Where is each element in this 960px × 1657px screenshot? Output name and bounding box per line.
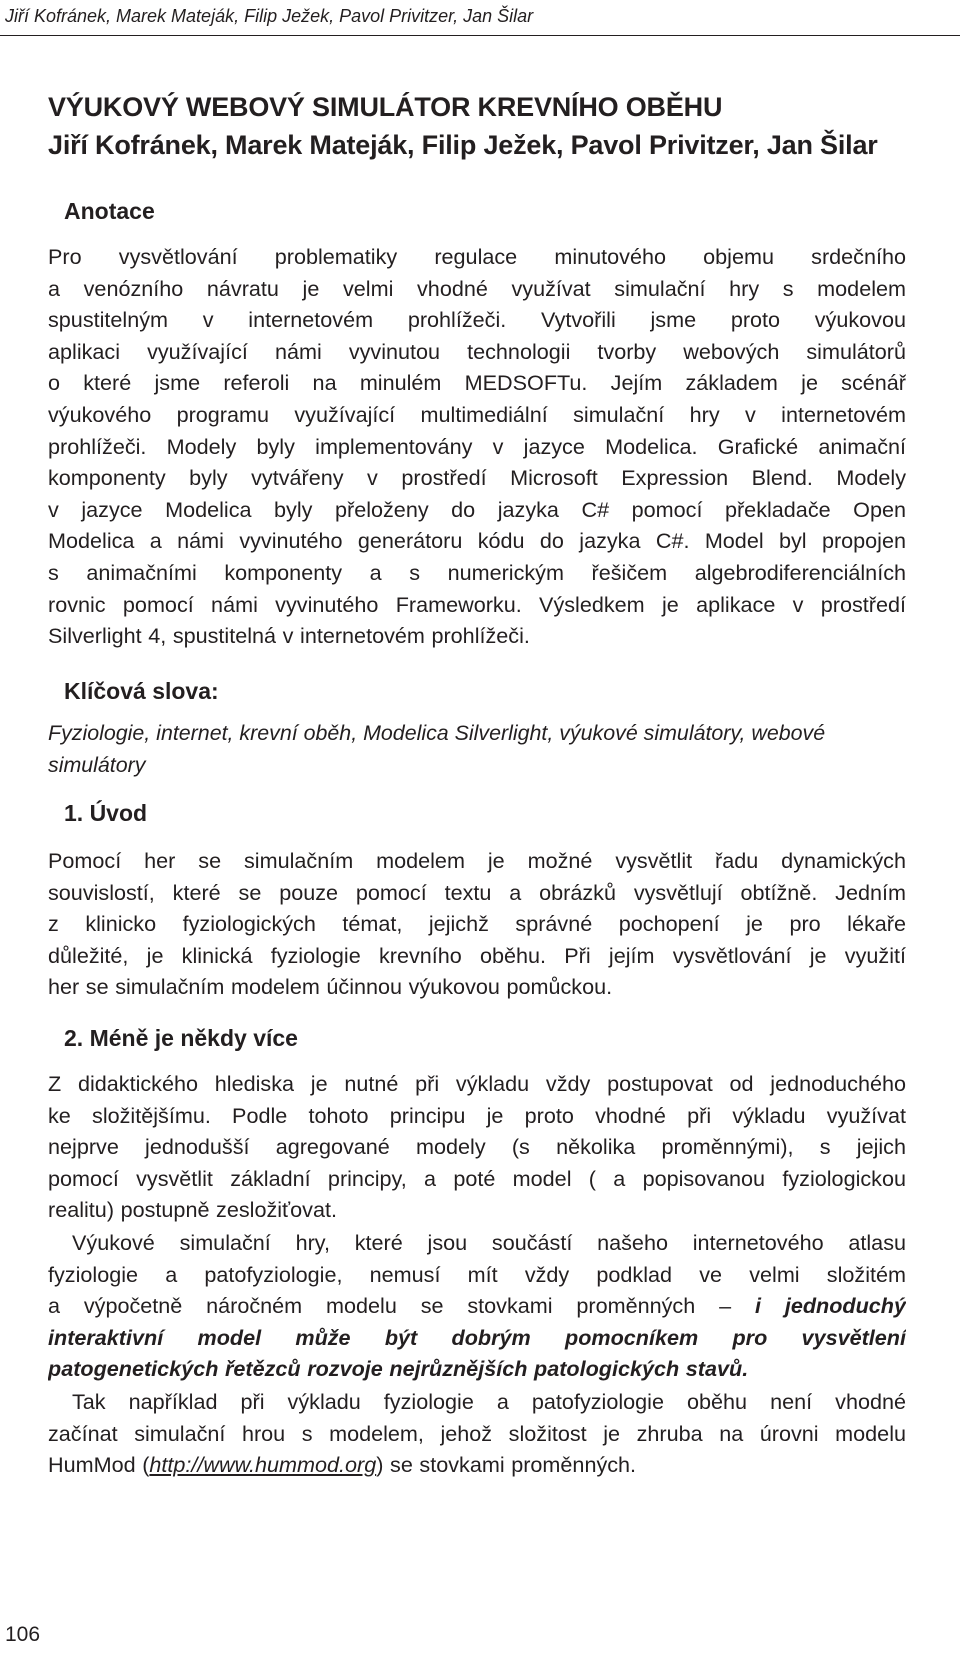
header-rule xyxy=(0,35,960,36)
annotation-line: a venózního návratu je velmi vhodné využívat simulační hry s modelem xyxy=(48,275,906,301)
section-2-line: nejprve jednodušší agregované modely (s několika proměnnými), s jejich xyxy=(48,1134,906,1160)
section-1-line: z klinicko fyziologických témat, jejichž správné pochopení je pro lékaře xyxy=(48,911,906,937)
annotation-paragraph xyxy=(48,241,906,652)
emphasis-line: interaktivní model může být dobrým pomocníkem pro vysvětlení xyxy=(48,1324,906,1350)
page-number: 106 xyxy=(5,1623,41,1646)
annotation-line: výukového programu využívající multimediální simulační hry v internetovém xyxy=(48,401,906,427)
section-2-paragraph-1 xyxy=(48,1068,906,1226)
section-2-line: pomocí vysvětlit základní principy, a poté model ( a popisovanou fyziologickou xyxy=(48,1165,906,1191)
section-2-line: začínat simulační hrou s modelem, jehož složitost je zhruba na úrovni modelu xyxy=(48,1420,906,1446)
annotation-line: aplikaci využívající námi vyvinutou technologii tvorby webových simulátorů xyxy=(48,338,906,364)
emphasis-text: i jednoduchý xyxy=(754,1293,906,1319)
section-2-text: a výpočetně náročném modelu se stovkami proměnných – xyxy=(48,1293,732,1319)
section-2-text: HumMod ( xyxy=(48,1452,150,1478)
annotation-line: rovnic pomocí námi vyvinutého Frameworku. Výsledkem je aplikace v prostředí xyxy=(48,591,906,617)
title-authors: Jiří Kofránek, Marek Mateják, Filip Ježek, Pavol Privitzer, Jan Šilar xyxy=(48,130,878,160)
annotation-line: Silverlight 4, spustitelná v internetovém prohlížeči. xyxy=(48,623,530,649)
section-1-paragraph xyxy=(48,845,906,1003)
keywords-heading: Klíčová slova: xyxy=(64,678,219,704)
annotation-line: prohlížeči. Modely byly implementovány v jazyce Modelica. Grafické animační xyxy=(48,433,906,459)
section-2-line: ke složitějšímu. Podle tohoto principu je proto vhodné při výkladu využívat xyxy=(48,1102,906,1128)
section-2-line: Tak například při výkladu fyziologie a patofyziologie oběhu není vhodné xyxy=(72,1389,906,1414)
emphasis-line: patogenetických řetězců rozvoje nejrůznějších patologických stavů. xyxy=(48,1356,749,1382)
section-2-heading: 2. Méně je někdy více xyxy=(64,1025,298,1051)
annotation-line: Pro vysvětlování problematiky regulace minutového objemu srdečního xyxy=(48,244,906,269)
section-2-paragraph-2 xyxy=(48,1227,906,1385)
section-2-line: Výukové simulační hry, které jsou součástí našeho internetového atlasu xyxy=(72,1230,906,1255)
annotation-line: Modelica a námi vyvinutého generátoru kódu do jazyka C#. Model byl propojen xyxy=(48,528,906,554)
title-line-1: VÝUKOVÝ WEBOVÝ SIMULÁTOR KREVNÍHO OBĚHU xyxy=(48,92,723,122)
section-2-paragraph-3 xyxy=(48,1386,906,1481)
running-header: Jiří Kofránek, Marek Mateják, Filip Ježek, Pavol Privitzer, Jan Šilar xyxy=(5,6,534,26)
annotation-line: komponenty byly vytvářeny v prostředí Microsoft Expression Blend. Modely xyxy=(48,465,906,491)
section-1-heading: 1. Úvod xyxy=(64,800,148,826)
keywords-text: Fyziologie, internet, krevní oběh, Modelica Silverlight, výukové simulátory, webové simulátory xyxy=(48,721,826,777)
annotation-line: v jazyce Modelica byly přeloženy do jazyka C# pomocí překladače Open xyxy=(48,496,906,522)
section-2-line: fyziologie a patofyziologie, nemusí mít vždy podklad ve velmi složitém xyxy=(48,1261,906,1287)
section-1-line: důležité, je klinická fyziologie krevního oběhu. Při jejím vysvětlování je využití xyxy=(48,942,906,968)
section-1-line: her se simulačním modelem účinnou výukovou pomůckou. xyxy=(48,974,613,1000)
annotation-line: o které jsme referoli na minulém MEDSOFTu. Jejím základem je scénář xyxy=(48,370,906,396)
article-title xyxy=(48,88,878,164)
section-2-line: Z didaktického hlediska je nutné při výkladu vždy postupovat od jednoduchého xyxy=(48,1071,906,1096)
section-1-line: Pomocí her se simulačním modelem je možné vysvětlit řadu dynamických xyxy=(48,848,906,873)
section-2-text: ) se stovkami proměnných. xyxy=(376,1452,637,1478)
hummod-link[interactable]: http://www.hummod.org xyxy=(149,1452,377,1478)
section-2-line xyxy=(48,1449,906,1481)
section-1-line: souvislostí, které se pouze pomocí textu a obrázků vysvětlují obtížně. Jedním xyxy=(48,879,906,905)
annotation-line: s animačními komponenty a s numerickým řešičem algebrodiferenciálních xyxy=(48,559,906,585)
section-2-line xyxy=(48,1290,906,1322)
section-2-line: realitu) postupně zesložiťovat. xyxy=(48,1197,337,1223)
annotation-line: spustitelným v internetovém prohlížeči. Vytvořili jsme proto výukovou xyxy=(48,307,906,333)
annotation-heading: Anotace xyxy=(64,198,155,224)
